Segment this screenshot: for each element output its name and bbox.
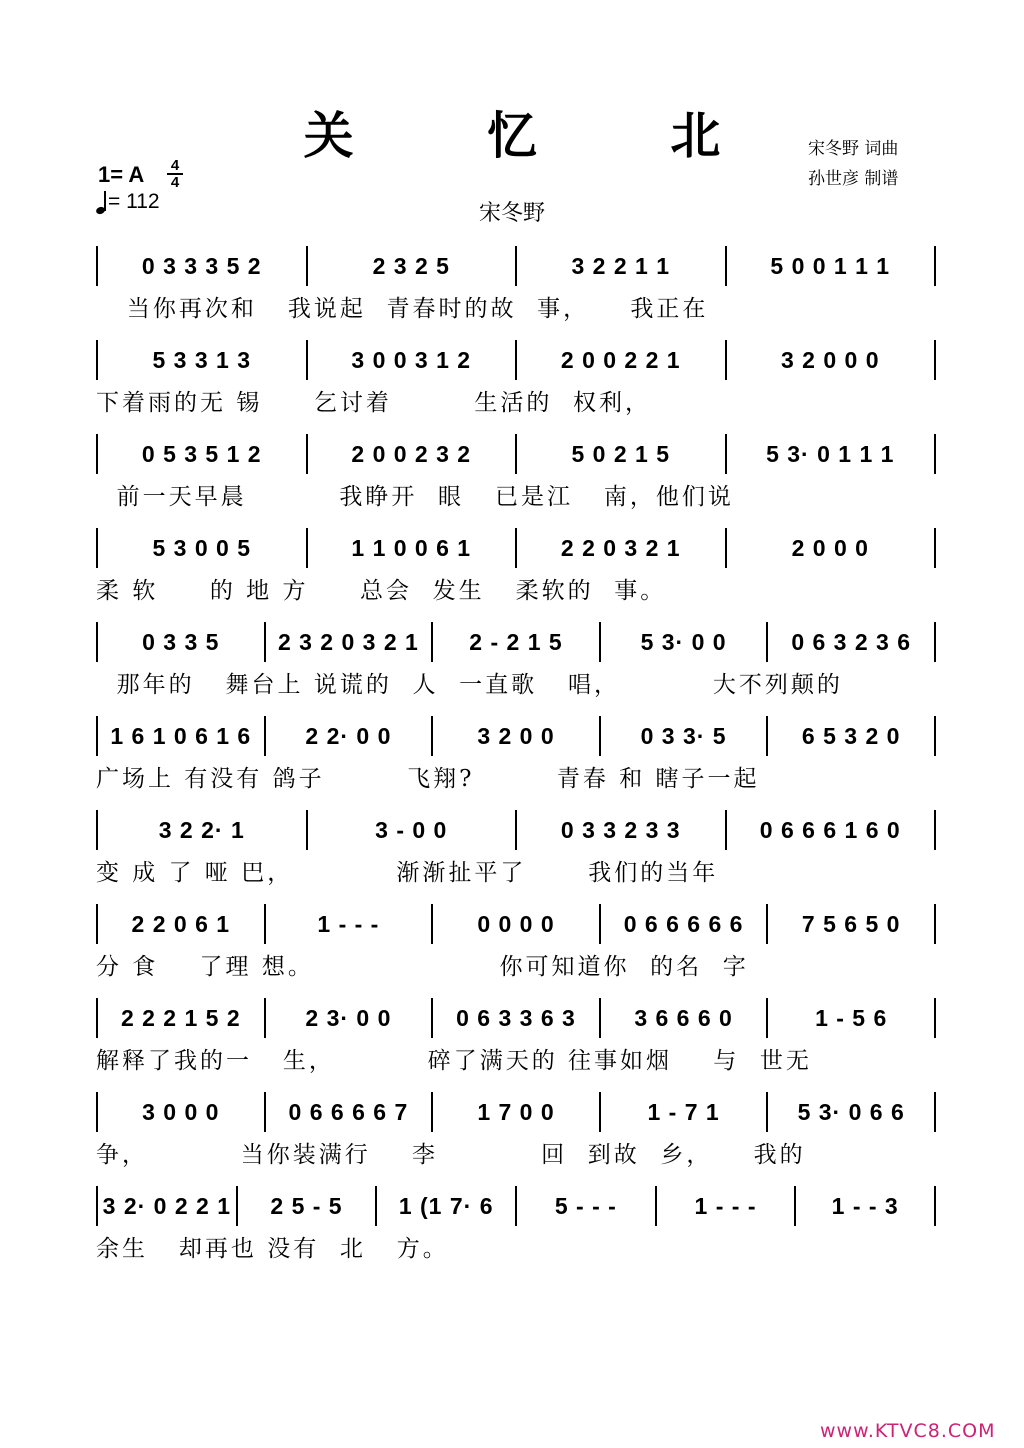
- notation-row: [96, 904, 936, 944]
- measure: [98, 622, 264, 662]
- measure: [601, 622, 767, 662]
- measure-notes: 3 2 2· 1: [158, 816, 245, 843]
- measure-notes: 2 5 - 5: [270, 1192, 343, 1219]
- measure-notes: 2 0 0 2 2 1: [560, 346, 681, 373]
- measure: [266, 904, 432, 944]
- measure-notes: 1 - - -: [317, 910, 380, 937]
- measure-notes: 0 6 6 6 6 7: [288, 1098, 409, 1125]
- measure: [727, 810, 935, 850]
- measure: [601, 1092, 767, 1132]
- measure-notes: 0 6 6 6 1 6 0: [759, 816, 901, 843]
- measure-notes: 2 - 2 1 5: [469, 628, 563, 655]
- measure: [517, 528, 725, 568]
- measure: [308, 340, 516, 380]
- measure: [727, 246, 935, 286]
- measure: [266, 622, 432, 662]
- measure-notes: 1 - 7 1: [647, 1098, 720, 1125]
- score-system: [96, 246, 936, 336]
- notation-row: [96, 246, 936, 286]
- measure: [601, 998, 767, 1038]
- measure: [433, 716, 599, 756]
- measure-notes: 0 6 3 3 6 3: [456, 1004, 576, 1031]
- score-system: [96, 622, 936, 712]
- key-signature: 1= A: [98, 162, 145, 187]
- measure: [517, 340, 725, 380]
- lyrics-line: 前一天早晨 我睁开 眼 已是江 南，他们说: [96, 484, 734, 510]
- measure: [768, 622, 934, 662]
- measure: [98, 1092, 264, 1132]
- lyrics-line: 柔 软 的 地 方 总会 发生 柔软的 事。: [96, 578, 667, 604]
- measure: [266, 1092, 432, 1132]
- barline: [934, 716, 936, 756]
- measure-notes: 0 0 0 0: [477, 910, 555, 937]
- measure-notes: 3 2· 0 2 2 1: [102, 1192, 232, 1219]
- measure-notes: 0 6 6 6 6 6: [623, 910, 744, 937]
- measure-notes: 1 1 0 0 6 1: [351, 534, 472, 561]
- measure-notes: 3 2 2 1 1: [571, 252, 671, 279]
- measure: [98, 810, 306, 850]
- measure: [768, 716, 934, 756]
- notation-row: [96, 434, 936, 474]
- credits: [808, 134, 898, 194]
- notation-row: [96, 716, 936, 756]
- measure-notes: 7 5 6 5 0: [801, 910, 901, 937]
- measure-notes: 0 5 3 5 1 2: [141, 440, 262, 467]
- measure: [768, 998, 934, 1038]
- notation-row: [96, 810, 936, 850]
- measure-notes: 5 0 2 1 5: [571, 440, 671, 467]
- measure: [727, 434, 935, 474]
- notation-row: [96, 998, 936, 1038]
- measure-notes: 5 3· 0 0: [640, 628, 727, 655]
- barline: [934, 434, 936, 474]
- measure-notes: 5 - - -: [554, 1192, 617, 1219]
- measure: [433, 622, 599, 662]
- measure-notes: 2 2 2 1 5 2: [120, 1004, 241, 1031]
- measure: [98, 434, 306, 474]
- time-signature-bottom: 4: [170, 174, 180, 191]
- score-system: [96, 904, 936, 994]
- measure: [308, 528, 516, 568]
- measure: [433, 904, 599, 944]
- measure: [308, 246, 516, 286]
- barline: [934, 340, 936, 380]
- measure: [727, 340, 935, 380]
- measure: [238, 1186, 376, 1226]
- measure: [727, 528, 935, 568]
- notation-row: [96, 528, 936, 568]
- measure: [98, 246, 306, 286]
- measure-notes: 2 3· 0 0: [305, 1004, 392, 1031]
- lyrics-line: 分 食 了理 想。 你可知道你 的名 字: [96, 954, 749, 980]
- score-system: [96, 1092, 936, 1182]
- measure: [98, 998, 264, 1038]
- song-title: 关 忆 北: [303, 106, 779, 165]
- score-system: [96, 810, 936, 900]
- measure: [601, 716, 767, 756]
- measure-notes: 0 6 3 2 3 6: [791, 628, 912, 655]
- measure-notes: 0 3 3 5: [142, 628, 220, 655]
- measure-notes: 1 - - 3: [831, 1192, 899, 1219]
- time-signature-top: 4: [170, 157, 180, 174]
- measure-notes: 2 2 0 3 2 1: [560, 534, 681, 561]
- measure: [266, 716, 432, 756]
- measure: [517, 246, 725, 286]
- lyrics-line: 余生 却再也 没有 北 方。: [96, 1236, 449, 1262]
- score-system: [96, 434, 936, 524]
- measure: [657, 1186, 795, 1226]
- measure-notes: 2 2 0 6 1: [131, 910, 231, 937]
- measure-notes: 0 3 3 3 5 2: [141, 252, 262, 279]
- time-signature: [166, 158, 184, 190]
- barline: [934, 904, 936, 944]
- notation-row: [96, 1092, 936, 1132]
- measure: [517, 810, 725, 850]
- measure: [98, 716, 264, 756]
- measure: [601, 904, 767, 944]
- measure-notes: 1 - 5 6: [815, 1004, 888, 1031]
- measure-notes: 3 6 6 6 0: [634, 1004, 733, 1031]
- measure: [98, 340, 306, 380]
- measure: [796, 1186, 934, 1226]
- barline: [934, 1186, 936, 1226]
- measure-notes: 1 - - -: [694, 1192, 757, 1219]
- measure-notes: 3 2 0 0: [477, 722, 555, 749]
- barline: [934, 246, 936, 286]
- lyrics-line: 变 成 了 哑 巴， 渐渐扯平了 我们的当年: [96, 860, 719, 886]
- measure: [517, 1186, 655, 1226]
- lyrics-line: 广场上 有没有 鸽子 飞翔? 青春 和 瞎子一起: [96, 766, 760, 792]
- measure-notes: 2 2· 0 0: [305, 722, 392, 749]
- measure-notes: 5 3· 0 6 6: [797, 1098, 905, 1125]
- credit-lyricist-composer: 宋冬野 词曲: [808, 139, 899, 159]
- measure-notes: 2 0 0 0: [791, 534, 869, 561]
- barline: [934, 622, 936, 662]
- measure-notes: 3 2 0 0 0: [780, 346, 880, 373]
- measure-notes: 6 5 3 2 0: [801, 722, 901, 749]
- measure-notes: 5 3· 0 1 1 1: [766, 440, 895, 467]
- lyrics-line: 下着雨的无 锡 乞讨着 生活的 权利，: [96, 390, 651, 416]
- measure: [308, 810, 516, 850]
- measure: [308, 434, 516, 474]
- measure: [433, 1092, 599, 1132]
- measure-notes: 2 0 0 2 3 2: [351, 440, 472, 467]
- notation-row: [96, 622, 936, 662]
- measure: [517, 434, 725, 474]
- score-system: [96, 1186, 936, 1276]
- measure-notes: 5 0 0 1 1 1: [770, 252, 891, 279]
- watermark-url: www.KTVC8.COM: [820, 1420, 996, 1442]
- barline: [934, 528, 936, 568]
- measure-notes: 5 3 3 1 3: [152, 346, 252, 373]
- measure-notes: 5 3 0 0 5: [152, 534, 252, 561]
- measure-notes: 1 6 1 0 6 1 6: [110, 722, 252, 749]
- tempo-value: = 112: [108, 190, 160, 213]
- measure: [98, 904, 264, 944]
- measure-notes: 3 0 0 3 1 2: [351, 346, 472, 373]
- measure-notes: 0 3 3 2 3 3: [560, 816, 681, 843]
- credit-transcriber: 孙世彦 制谱: [808, 169, 899, 189]
- measure: [266, 998, 432, 1038]
- measure-notes: 1 7 0 0: [477, 1098, 555, 1125]
- lyrics-line: 解释了我的一 生， 碎了满天的 往事如烟 与 世无: [96, 1048, 812, 1074]
- measure-notes: 3 0 0 0: [142, 1098, 220, 1125]
- measure-notes: 2 3 2 5: [372, 252, 450, 279]
- measure: [433, 998, 599, 1038]
- measure-notes: 0 3 3· 5: [640, 722, 727, 749]
- barline: [934, 998, 936, 1038]
- singer-name: 宋冬野: [478, 201, 545, 226]
- notation-row: [96, 1186, 936, 1226]
- measure: [768, 904, 934, 944]
- measure: [98, 1186, 236, 1226]
- score-system: [96, 340, 936, 430]
- barline: [934, 1092, 936, 1132]
- measure-notes: 3 - 0 0: [375, 816, 448, 843]
- measure: [768, 1092, 934, 1132]
- measure: [98, 528, 306, 568]
- score-system: [96, 716, 936, 806]
- barline: [934, 810, 936, 850]
- measure: [377, 1186, 515, 1226]
- lyrics-line: 争， 当你装满行 李 回 到故 乡， 我的: [96, 1142, 806, 1168]
- measure-notes: 1 (1 7· 6: [398, 1192, 494, 1219]
- lyrics-line: 那年的 舞台上 说谎的 人 一直歌 唱， 大不列颠的: [96, 672, 843, 698]
- measure-notes: 2 3 2 0 3 2 1: [277, 628, 419, 655]
- score-system: [96, 998, 936, 1088]
- lyrics-line: 当你再次和 我说起 青春时的故 事， 我正在: [96, 296, 709, 322]
- score-system: [96, 528, 936, 618]
- notation-row: [96, 340, 936, 380]
